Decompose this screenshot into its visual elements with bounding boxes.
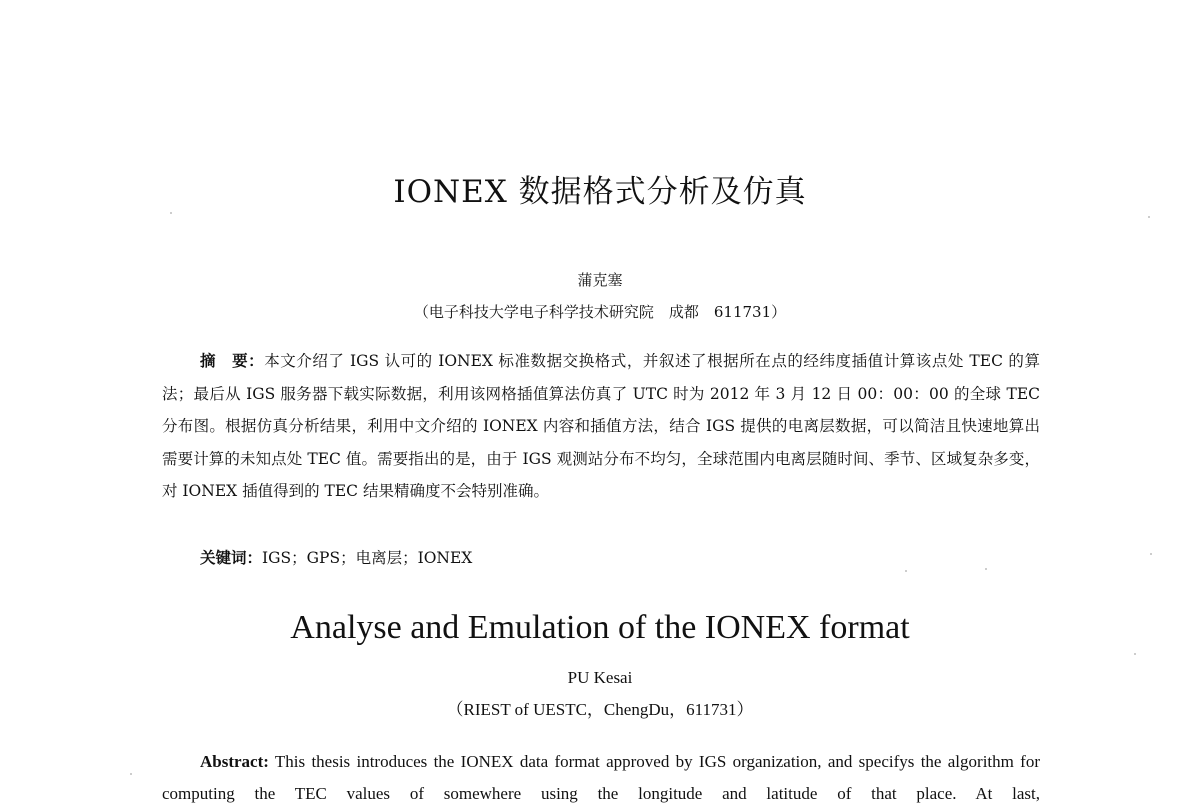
author-name-chinese: 蒲克塞	[577, 271, 623, 289]
scan-speck	[905, 570, 907, 572]
abstract-chinese-text: 本文介绍了 IGS 认可的 IONEX 标准数据交换格式，并叙述了根据所在点的经纬度插值计算该点处 TEC 的算法；最后从 IGS 服务器下载实际数据，利用该网格插值算法仿真了 UTC 时为 2012 年 3 月 12 日 00：00：00 的全球 TEC 分布图。根据仿真分析结果，利用中文介绍的 IONEX 内容和插值方法，结合 IGS 提供的电离层数据，可以简洁且快速地算出需要计算的未知点处 TEC 值。需要指出的是，由于 IGS 观测站分布不均匀，全球范围内电离层随时间、季节、区域复杂多变，对 IONEX 插值得到的 TEC 结果精确度不会特别准确。	[162, 352, 1040, 500]
scan-speck	[1150, 553, 1152, 555]
paper-title-chinese: IONEX 数据格式分析及仿真	[393, 174, 807, 210]
keywords-chinese	[200, 542, 1040, 574]
scan-speck	[130, 773, 132, 775]
paper-title-english: Analyse and Emulation of the IONEX format	[290, 609, 910, 646]
keywords-chinese-text: IGS；GPS；电离层；IONEX	[262, 549, 473, 567]
scan-speck	[1148, 216, 1150, 218]
abstract-english-label: Abstract:	[200, 752, 269, 771]
abstract-chinese	[162, 345, 1040, 508]
abstract-english	[162, 746, 1040, 810]
affiliation-chinese: （电子科技大学电子科学技术研究院 成都 611731）	[413, 303, 787, 321]
author-name-english: PU Kesai	[567, 668, 633, 687]
scan-speck	[1134, 653, 1136, 655]
scan-speck	[985, 568, 987, 570]
affiliation-english: （RIEST of UESTC，ChengDu，611731）	[446, 700, 754, 719]
scan-speck	[170, 212, 172, 214]
abstract-english-text: This thesis introduces the IONEX data format approved by IGS organization, and specifys the algorithm for computing the TEC values of somewhere using the longitude and latitude of that place. At last,	[162, 752, 1040, 803]
abstract-chinese-label: 摘 要：	[200, 351, 265, 370]
keywords-chinese-label: 关键词：	[200, 548, 263, 567]
